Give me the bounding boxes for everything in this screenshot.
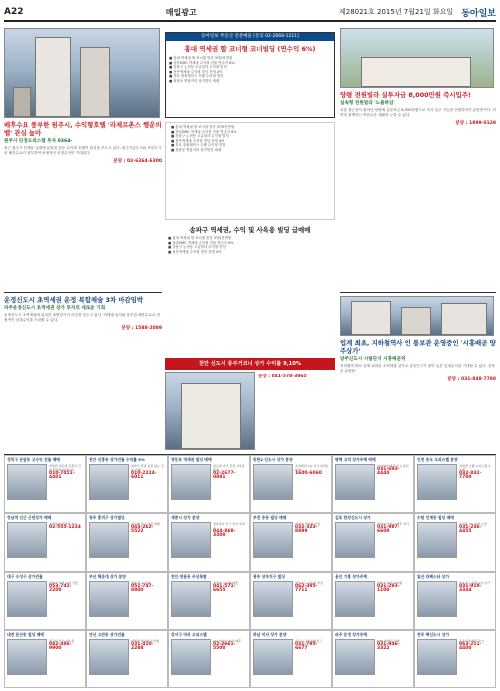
page-header	[4, 4, 496, 22]
classified-body: 학원가 상권 우량 건물	[49, 580, 78, 585]
classified-photo	[7, 581, 47, 617]
listing-repeat-2: ■ 상암DMC 역세권 수익형 건물 연수익 6%	[171, 129, 237, 134]
classified-title: 인천 송도 오피스텔 분양	[417, 457, 458, 462]
listing-3: ■ 강남구 논현동 고급빌라 수익형 빌딩	[169, 65, 227, 70]
classified-body: 관광 특구 상권	[131, 580, 151, 585]
section-title: 매일광고	[165, 7, 197, 17]
listing-repeat-3: ■ 강남구 논현동 고급빌라 수익형 빌딩	[171, 134, 229, 139]
classified-body: 역세권 대로변 수익형	[131, 638, 159, 643]
classified-photo	[253, 464, 293, 500]
right-mid-subtitle: 양주신도시 시범단지 시흥배곧역	[340, 357, 406, 362]
classified-photo	[253, 639, 293, 675]
right-mid-ad	[340, 292, 496, 450]
classified-text	[131, 464, 165, 480]
classified-phone: 1600-6060	[295, 471, 322, 476]
classified-text	[213, 464, 247, 480]
classified-body: 대로변 코너 건물 사옥용 추천	[213, 464, 245, 472]
classified-phone: 031-283-1100	[377, 583, 400, 593]
classified-photo	[253, 522, 293, 558]
classified-text	[213, 581, 247, 593]
listing-2: ■ 상암DMC 역세권 수익형 건물 연수익 6%	[169, 60, 235, 65]
classified-photo	[89, 639, 129, 675]
mid-listing-1: ■ 홍대 역세권 할 코너형 빌딩 3억5천만원	[168, 236, 232, 240]
classified-title: 세종시 상가 분양	[171, 515, 200, 521]
classified-title: 강남역 인근 근린상가 매매	[7, 515, 52, 521]
classified-body: LG사이언스파크 배후	[213, 638, 242, 643]
center-banner: 동아일보 부동산 전문매물 [문의 02-2668-1211]	[166, 33, 334, 41]
classified-body: 대단지 아파트 배후 상가	[377, 522, 409, 527]
newspaper-logo: 동아일보	[461, 8, 496, 19]
classified-cell	[4, 572, 86, 630]
classified-phone: 042-486-9900	[49, 641, 72, 651]
classified-body: 대학가 상권 공실 없는 건물 급매	[131, 464, 164, 472]
classified-photo	[417, 639, 457, 675]
classified-body: 대로변 코너 건물 매매	[131, 522, 160, 527]
villa-image	[340, 28, 494, 88]
left-ad-contact: 분양 : 02-6364-6300	[113, 159, 162, 164]
right-mid-body: 지하철역 바로 앞에 위치한 초역세권 상가로 유동인구가 많아 높은 임대수익을 기대할 수 있다. 선착순 분양중.	[340, 364, 495, 373]
classified-cell	[414, 455, 496, 513]
classified-title: 성북구 돈암동 고수익 건물 매매	[7, 457, 60, 462]
classified-title: 천안 쌍용동 주상복합	[171, 573, 207, 579]
classified-text	[295, 522, 329, 534]
middle-left-contact: 분양 : 1588-2089	[121, 326, 162, 331]
classified-text	[131, 639, 165, 651]
classified-title: 대구 수성구 상가건물	[7, 573, 43, 579]
classified-phone: 032-832-7700	[459, 471, 482, 480]
listing-repeat-4: ■ 용산역세권 수익형 빌딩 전세 4억	[171, 138, 225, 143]
listing-repeat-6: ■ 청담동 명품거리 상가빌딩 매매	[171, 147, 222, 152]
tianan-contact-block	[258, 374, 335, 450]
header-right	[339, 6, 496, 19]
classified-title: 동탄2 신도시 상가 분양	[253, 457, 293, 462]
classified-photo	[89, 581, 129, 617]
classified-photo	[335, 522, 375, 558]
center-headline: 홍대 역세권 할 코너형 코너빌딩 (연수익 6%)	[184, 45, 316, 53]
middle-center-title: 송파구 역세권, 수익 및 사옥용 빌딩 급매매	[189, 226, 311, 234]
classified-cell	[86, 630, 168, 688]
classified-phone: 010-7411-4401	[49, 471, 75, 480]
classified-title: 청주 흥덕구 상가빌딩	[89, 515, 125, 521]
classified-cell	[414, 513, 496, 571]
classified-title: 부산 해운대 상가 분양	[89, 573, 126, 579]
left-ad-title: 배후수요 풍부한 원주시, 수익형호텔 '라제르촌스 행운의밸' 관심 높아	[4, 121, 162, 137]
classified-cell	[168, 455, 250, 513]
classified-photo	[335, 581, 375, 617]
classified-text	[377, 581, 411, 593]
classified-text	[49, 522, 83, 530]
classified-body: 업무지구 사옥용 추천	[295, 580, 323, 585]
middle-left-subtitle: 파주운정신도시 초역세권 상가 투자의 새로운 기회	[4, 306, 106, 311]
classified-text	[377, 522, 411, 534]
classified-text	[49, 581, 83, 593]
classified-photo	[7, 639, 47, 675]
left-top-ad	[4, 28, 162, 288]
classified-cell	[250, 572, 332, 630]
mid-listing-2: ■ 상암DMC 역세권 수익형 건물 연수익 6%	[168, 240, 234, 245]
classified-phone: 062-385-7711	[295, 583, 318, 593]
siheung-building-image	[340, 296, 494, 336]
classified-photo	[7, 522, 47, 558]
left-ad-body: 최근 원주시 단계동 일대에 분양을 앞둔 수익형 호텔이 관심을 모으고 있다. 원주기업도시와 혁신도시의 배후수요가 풍부하여 안정적인 임대수익이 기대된다.	[4, 146, 162, 155]
classified-photo	[417, 464, 457, 500]
classified-body: 정부청사 인근 상가 선착순	[213, 522, 245, 531]
classified-phone: 053-741-2200	[49, 583, 72, 593]
tianan-banner: 천안 신도시 중주거코너 상가 수익률 9,10%	[165, 358, 335, 370]
classified-phone: 032-323-8899	[295, 525, 318, 535]
classified-text	[131, 581, 165, 593]
classified-body: GTX 역세권 수혜	[377, 638, 400, 643]
classified-phone: 031-919-3344	[459, 583, 482, 593]
classified-text	[295, 464, 329, 476]
classified-phone: 031-410-2288	[131, 641, 154, 651]
classified-phone: 041-571-6655	[213, 583, 236, 593]
listing-repeat-5: ■ 종로 핫플레이스 우량 수익형 빌딩	[171, 143, 226, 148]
classified-body: 역세권 수익형 매물	[213, 580, 239, 585]
page-number: A22	[4, 7, 24, 17]
classified-body: 초역세권 1층 상가 선착순 분양	[295, 464, 329, 472]
right-mid-contact: 분양 : 031-848-7788	[447, 377, 496, 382]
classified-text	[213, 639, 247, 651]
classified-photo	[89, 464, 129, 500]
classified-cell	[168, 513, 250, 571]
classified-body: 삼성전자 배후 수요 풍부	[377, 464, 409, 468]
classified-photo	[171, 522, 211, 558]
classified-text	[295, 639, 329, 651]
mid-listing-3: ■ 강남구 논현동 고급빌라 수익형 빌딩	[168, 245, 226, 250]
right-ad-body: 서울 접근성이 뛰어난 양평에 실투자금 8,000만원으로 즉시 입주 가능한 전원빌라가 분양중이다. 자연과 함께하는 여유로운 생활을 누릴 수 있다.	[340, 108, 496, 117]
classified-photo	[253, 581, 293, 617]
classified-phone: 031-236-4455	[459, 525, 482, 535]
classified-phone: 043-262-5522	[131, 525, 154, 535]
classified-grid	[4, 454, 496, 687]
classified-photo	[335, 639, 375, 675]
classified-body: 관공서 인근 사옥용	[49, 638, 75, 643]
tianan-contact: 분양 : 041-578-3865	[258, 374, 307, 379]
classified-photo	[417, 581, 457, 617]
tianan-building-image	[165, 372, 255, 450]
middle-left-ad	[4, 292, 162, 450]
classified-photo	[171, 464, 211, 500]
classified-text	[459, 581, 493, 593]
classified-title: 부천 중동 빌딩 매매	[253, 515, 287, 521]
classified-phone: 031-987-6600	[377, 525, 400, 535]
classified-text	[459, 639, 493, 651]
classified-title: 수원 인계동 빌딩 매매	[417, 515, 454, 521]
classified-title: 평택 고덕 상가주택 매매	[335, 457, 376, 462]
classified-title: 강서구 마곡 오피스텔	[171, 631, 207, 637]
classified-cell	[250, 455, 332, 513]
mid-listing-4: ■ 용산역세권 수익형 빌딩 전세 4억	[168, 249, 222, 254]
listing-6: ■ 청담동 명품거리 상가빌딩 매매	[169, 78, 220, 83]
classified-body: 수익률 7% 이상 보장	[459, 522, 487, 527]
classified-title: 대전 둔산동 빌딩 매매	[7, 631, 44, 637]
classified-text	[49, 639, 83, 651]
classified-photo	[171, 639, 211, 675]
right-ad-subtitle: 실속형 전원빌라 '노블하임'	[340, 101, 395, 106]
classified-title: 안산 고잔동 상가건물	[89, 631, 125, 637]
classified-body: 유동인구 풍부 1층 상가	[459, 580, 490, 585]
classified-body: 역세권 대로변 신축급 건물 안정적 임대수익	[49, 464, 81, 472]
classified-phone: 031-692-4440	[377, 467, 400, 476]
classified-phone: 02-555-1234	[49, 525, 81, 531]
classified-cell	[414, 630, 496, 688]
center-small-listings	[165, 122, 335, 220]
middle-left-body: 운정신도시 초역세권에 위치한 복합상가가 마감을 앞두고 있다. 역세권 입지와 풍부한 배후수요로 안정적인 임대수익을 기대할 수 있다.	[4, 313, 161, 322]
listing-4: ■ 용산역세권 수익형 빌딩 전세 4억	[169, 69, 223, 74]
middle-left-title: 운정신도시 초역세권 운정 복합제술 3차 마감임박	[4, 296, 144, 304]
classified-text	[131, 522, 165, 534]
classified-cell	[250, 513, 332, 571]
classified-body: 신도시 중심상업지구	[295, 638, 323, 643]
classified-title: 파주 운정 상가주택	[335, 631, 367, 637]
classified-text	[459, 464, 493, 480]
classified-photo	[171, 581, 211, 617]
classified-title: 용인 기흥 상가주택	[335, 573, 367, 579]
classified-text	[213, 522, 247, 538]
classified-title: 하남 미사 상가 분양	[253, 631, 287, 637]
classified-phone: 044-868-3300	[213, 529, 236, 539]
right-top-ad	[340, 28, 496, 288]
classified-photo	[335, 464, 375, 500]
classified-phone: 051-747-8800	[131, 583, 154, 593]
right-ad-title: 양평 전원빌라 실투자금 8,000만원 즉시입주!	[340, 91, 471, 99]
classified-photo	[7, 464, 47, 500]
classified-cell	[4, 513, 86, 571]
classified-title: 광주 상무지구 빌딩	[253, 573, 285, 579]
right-ad-contact: 분양 : 1899-0129	[455, 121, 496, 126]
classified-photo	[417, 522, 457, 558]
classified-body: 역세권 수익형 건물	[295, 522, 321, 527]
classified-cell	[168, 630, 250, 688]
classified-text	[377, 639, 411, 651]
left-ad-subtitle: 원주시 단정오피스텔 투자 0364-	[4, 139, 73, 144]
classified-phone: 031-795-6677	[295, 641, 318, 651]
classified-cell	[332, 630, 414, 688]
classified-cell	[4, 630, 86, 688]
classified-phone: 02-2661-5500	[213, 641, 236, 651]
classified-text	[295, 581, 329, 593]
classified-body: 초역세권 안정적 수익	[49, 522, 77, 527]
classified-body: 역세권 소형 오피스텔 수익형	[459, 464, 491, 472]
classified-title: 천안 신흥동 상가건물 수익률 9%	[89, 457, 145, 462]
classified-cell	[414, 572, 496, 630]
classified-phone: 063-211-4400	[459, 641, 482, 651]
listing-5: ■ 종로 핫플레이스 우량 수익형 빌딩	[169, 74, 224, 79]
classified-cell	[86, 513, 168, 571]
issue-info: 제28021호 2015년 7월21일 화요일	[338, 8, 454, 16]
classified-phone: 031-946-3322	[377, 641, 400, 651]
classified-cell	[332, 455, 414, 513]
classified-text	[49, 464, 83, 480]
classified-cell	[250, 630, 332, 688]
classified-body: 공공기관 배후 수요	[459, 638, 485, 643]
classified-cell	[332, 513, 414, 571]
classified-title: 전주 혁신도시 상가	[417, 631, 449, 637]
classified-text	[459, 522, 493, 534]
classified-title: 일산 라페스타 상가	[417, 573, 449, 579]
center-listing-box	[165, 32, 335, 118]
right-mid-title: 업계 최초, 지하철역사 인 통보관 운영중인 '시흥배곧 양주상가'	[340, 339, 496, 355]
classified-phone: 010-2224-6011	[131, 471, 157, 480]
classified-photo	[89, 522, 129, 558]
hotel-building-image	[4, 28, 160, 118]
classified-title: 김포 한강신도시 상가	[335, 515, 371, 521]
classified-cell	[168, 572, 250, 630]
classified-cell	[86, 572, 168, 630]
classified-title: 영등포 역세권 빌딩 매매	[171, 457, 212, 462]
classified-body: 대학가 원룸 수익형	[377, 580, 403, 585]
classified-cell	[4, 455, 86, 513]
classified-cell	[332, 572, 414, 630]
classified-cell	[86, 455, 168, 513]
listing-repeat-1: ■ 홍대 역세권 할 코너형 빌딩 3억5천만원	[171, 125, 235, 129]
classified-phone: 02-2677-0881	[213, 471, 236, 480]
classified-text	[377, 464, 411, 476]
listing-1: ■ 홍대 역세권 할 코너형 빌딩 3억5천만원	[169, 56, 233, 60]
